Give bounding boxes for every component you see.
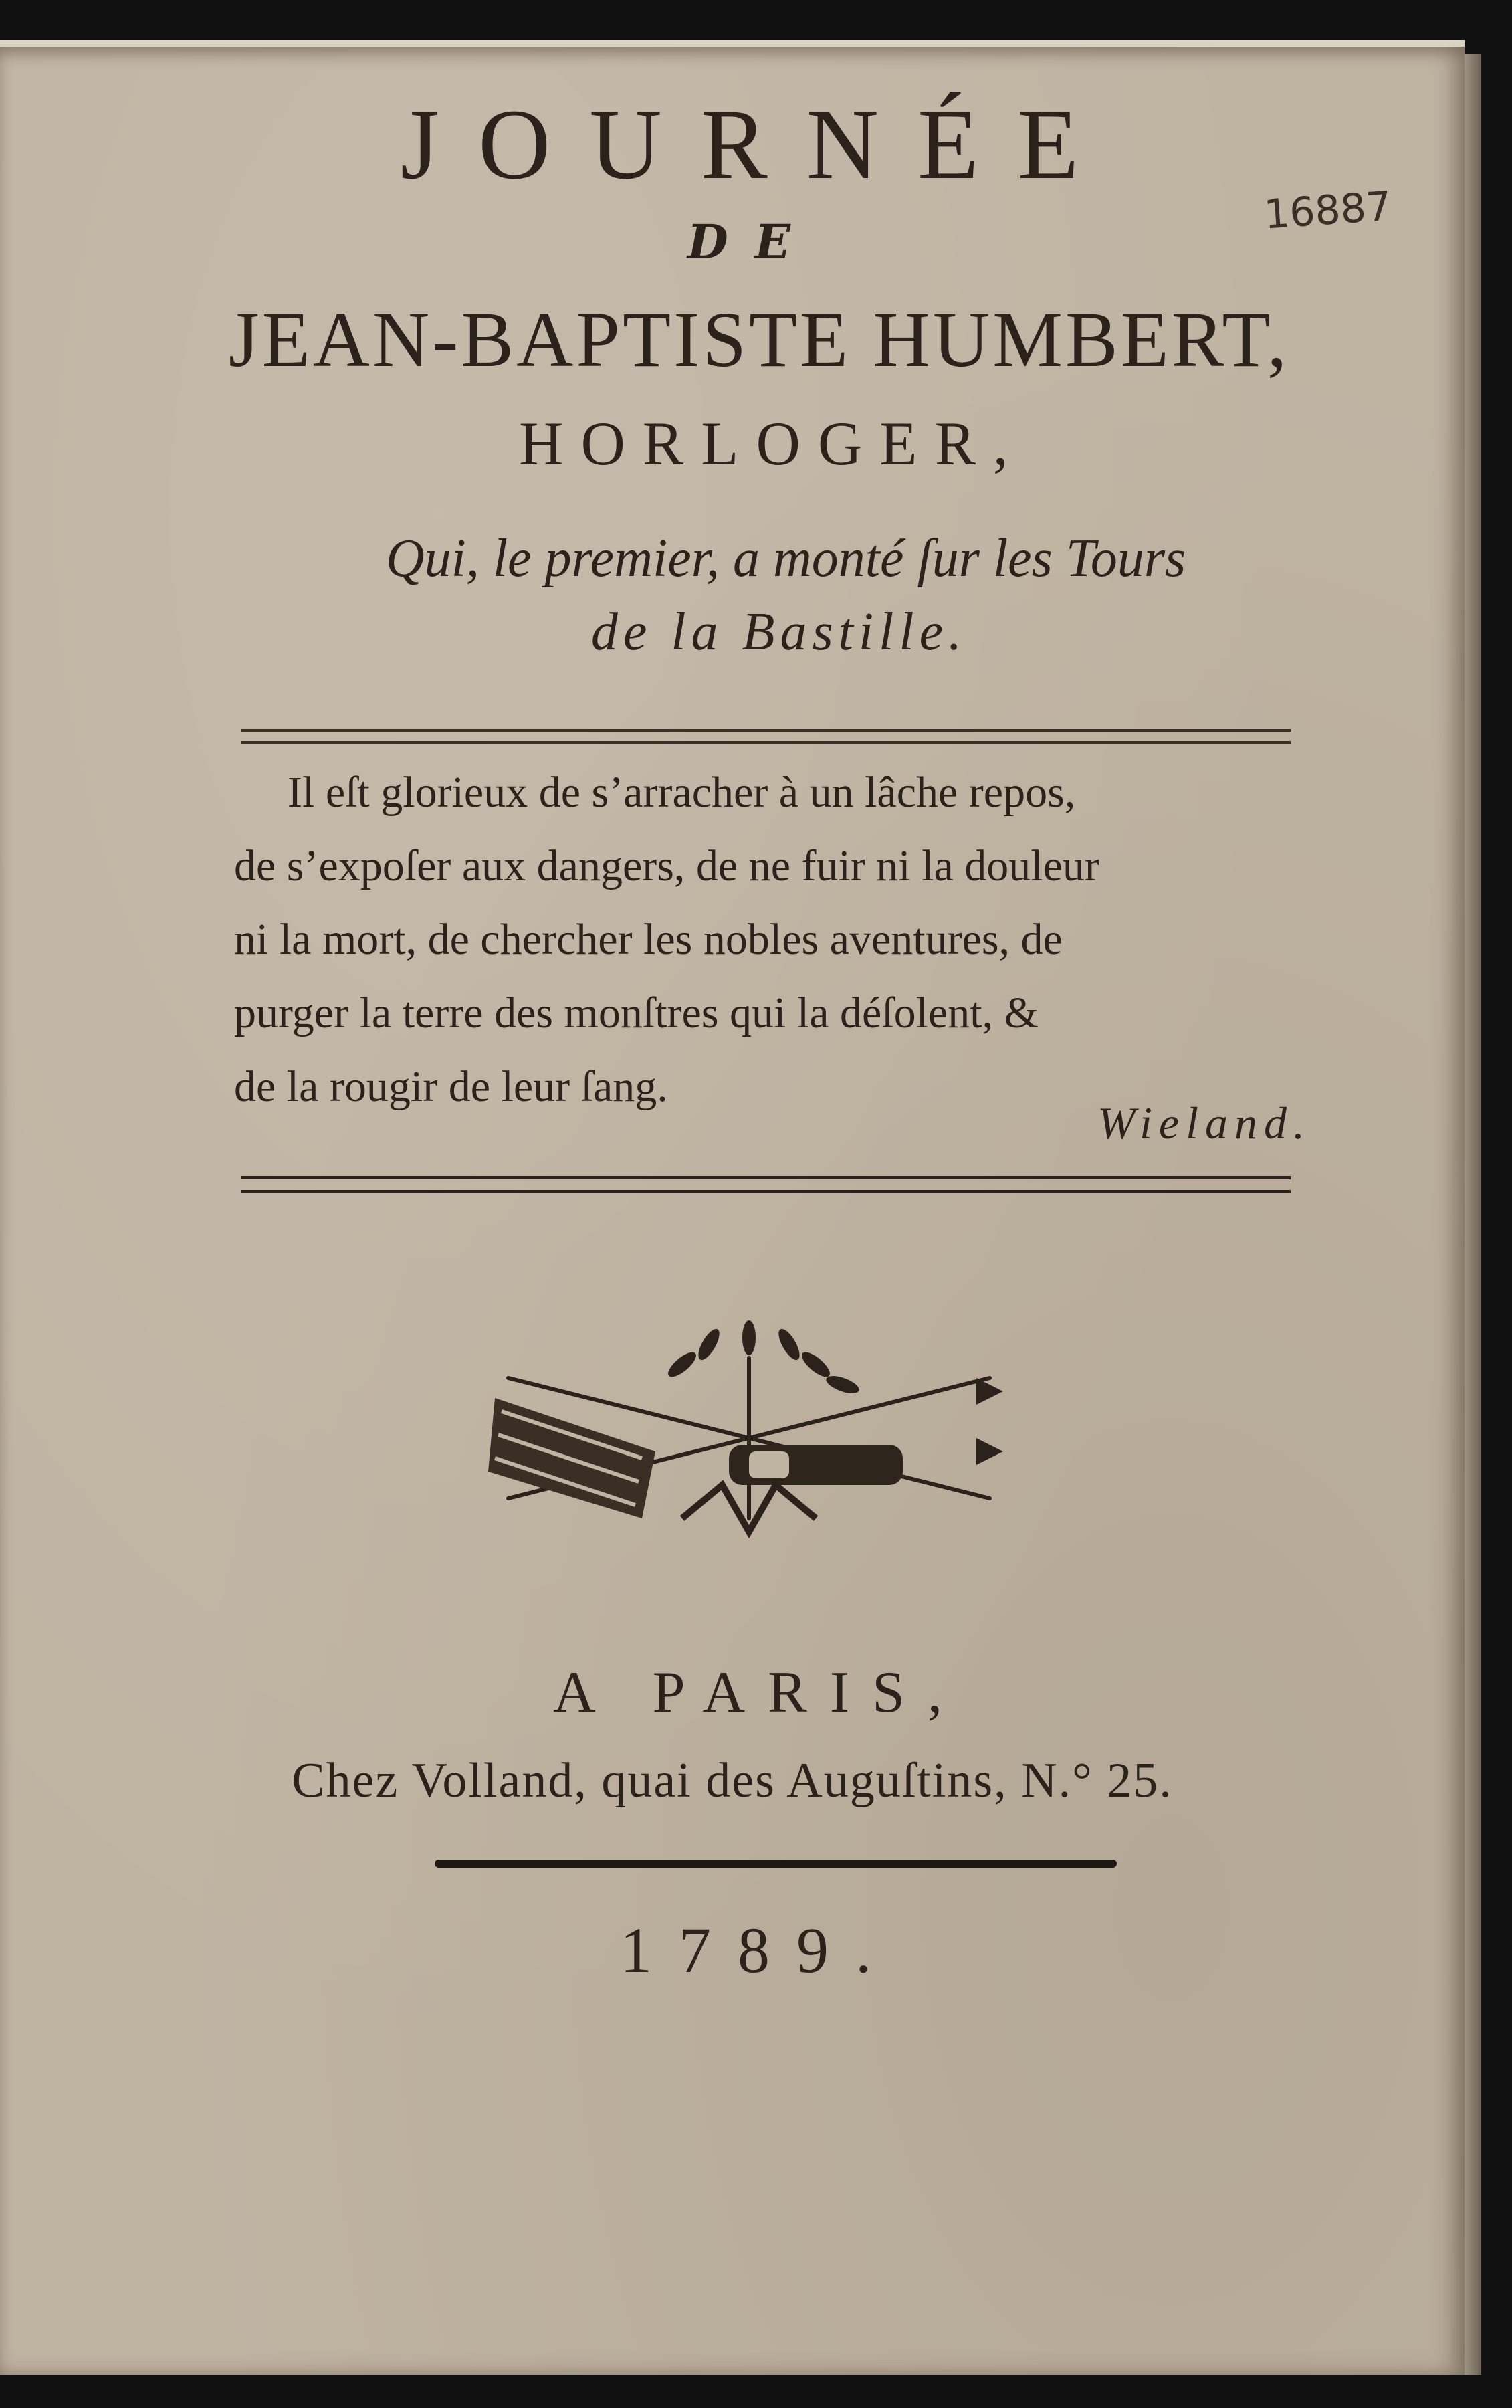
subtitle-line-1: Qui, le premier, a monté ſur les Tours (385, 529, 1186, 588)
title-preposition: DE (687, 214, 818, 270)
imprint-place: A PARIS, (552, 1660, 966, 1725)
imprint-year: 1789. (620, 1914, 898, 1986)
epigraph-attribution: Wieland. (1097, 1098, 1311, 1148)
epigraph-line: de la rougir de leur ſang. (234, 1062, 668, 1111)
title-page (0, 40, 1465, 2375)
imprint-rule (435, 1860, 1117, 1868)
subject-profession: HORLOGER, (519, 409, 1026, 478)
page-edge (1465, 54, 1481, 2375)
title: JOURNÉE (400, 89, 1118, 200)
trophy-ornament-icon (481, 1318, 1016, 1545)
imprint-publisher: Chez Volland, quai des Auguſtins, N.° 25. (292, 1753, 1173, 1808)
thick-rule (241, 1176, 1291, 1193)
subject-name: JEAN-BAPTISTE HUMBERT, (228, 296, 1290, 383)
double-rule (241, 729, 1291, 744)
epigraph-line: de s’expoſer aux dangers, de ne fuir ni la douleur (234, 841, 1099, 890)
epigraph-line: ni la mort, de chercher les nobles aventures, de (234, 915, 1063, 964)
shelfmark: 16887 (1262, 183, 1394, 239)
epigraph (234, 756, 1297, 1124)
subtitle-line-2: de la Bastille. (590, 603, 968, 662)
epigraph-line: purger la terre des monſtres qui la déſolent, & (234, 989, 1039, 1037)
epigraph-line: Il eſt glorieux de s’arracher à un lâche repos, (288, 768, 1076, 817)
